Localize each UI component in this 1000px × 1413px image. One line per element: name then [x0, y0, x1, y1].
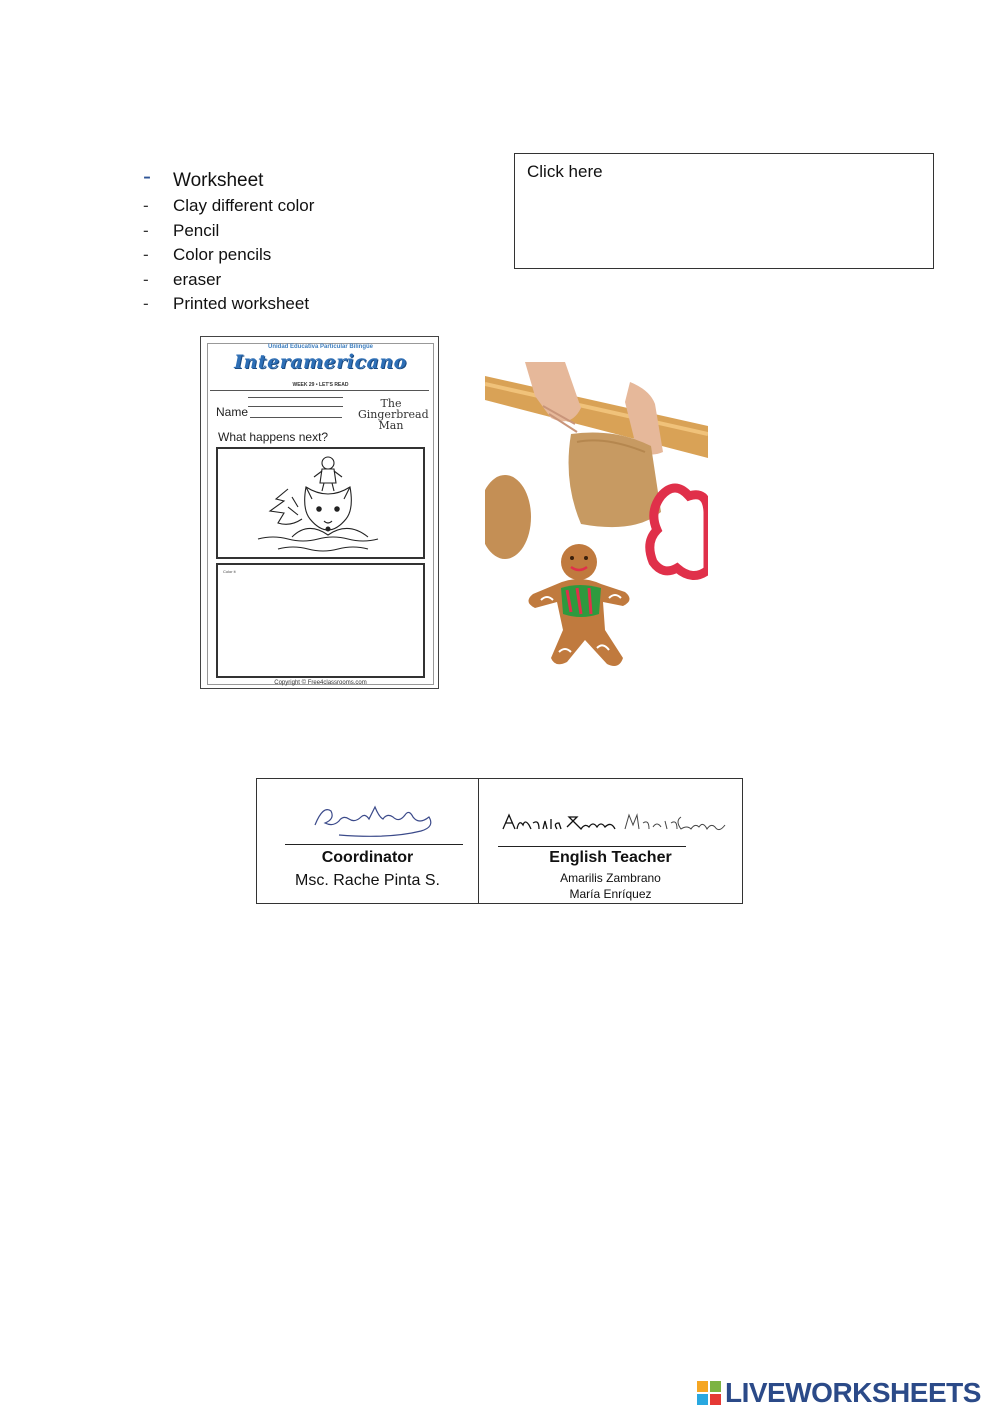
teacher-name: María Enríquez [569, 887, 652, 901]
coordinator-name: Msc. Rache Pinta S. [295, 872, 440, 889]
divider [285, 844, 463, 845]
list-item: - Worksheet [140, 168, 500, 194]
signature-table [256, 778, 743, 904]
worksheet-logo: Interamericano [234, 351, 407, 373]
divider [248, 397, 343, 398]
worksheet-story-title [358, 397, 429, 432]
worksheet-drawing-panel [216, 563, 425, 678]
worksheet-name-label: Name [216, 405, 249, 419]
fox-gingerbread-drawing [218, 449, 423, 557]
coordinator-signature [309, 797, 439, 841]
worksheet-week: WEEK 29 • LET'S READ [292, 382, 349, 388]
teacher-signatures [501, 809, 731, 837]
worksheet-panel-label: Color it [223, 569, 236, 574]
worksheet-picture-panel [216, 447, 425, 559]
coordinator-role: Coordinator [321, 849, 414, 866]
list-item: - Printed worksheet [140, 292, 500, 317]
liveworksheets-logo[interactable] [697, 1378, 981, 1408]
worksheet-school: Unidad Educativa Particular Bilingüe [267, 344, 374, 350]
materials-list [140, 168, 500, 317]
list-item: - Color pencils [140, 243, 500, 268]
list-item: - Clay different color [140, 194, 500, 219]
worksheet-image [200, 336, 439, 689]
list-item: - eraser [140, 268, 500, 293]
divider [248, 406, 343, 407]
divider [250, 417, 342, 418]
divider [210, 390, 429, 391]
worksheet-question: What happens next? [218, 430, 329, 444]
divider [498, 846, 686, 847]
story-title-line: Gingerbread [358, 408, 429, 421]
answer-placeholder: Click here [527, 162, 603, 181]
answer-input[interactable] [514, 153, 934, 269]
liveworksheets-icon [697, 1381, 721, 1405]
teacher-role: English Teacher [549, 849, 672, 866]
gingerbread-photo [485, 362, 708, 680]
story-title-line: The [380, 397, 402, 410]
brand-name: LIVEWORKSHEETS [725, 1377, 981, 1408]
worksheet-copyright: Copyright © Free4classrooms.com [274, 680, 367, 686]
teacher-name: Amarilis Zambrano [560, 871, 661, 885]
list-item: - Pencil [140, 219, 500, 244]
story-title-line: Man [378, 419, 404, 432]
